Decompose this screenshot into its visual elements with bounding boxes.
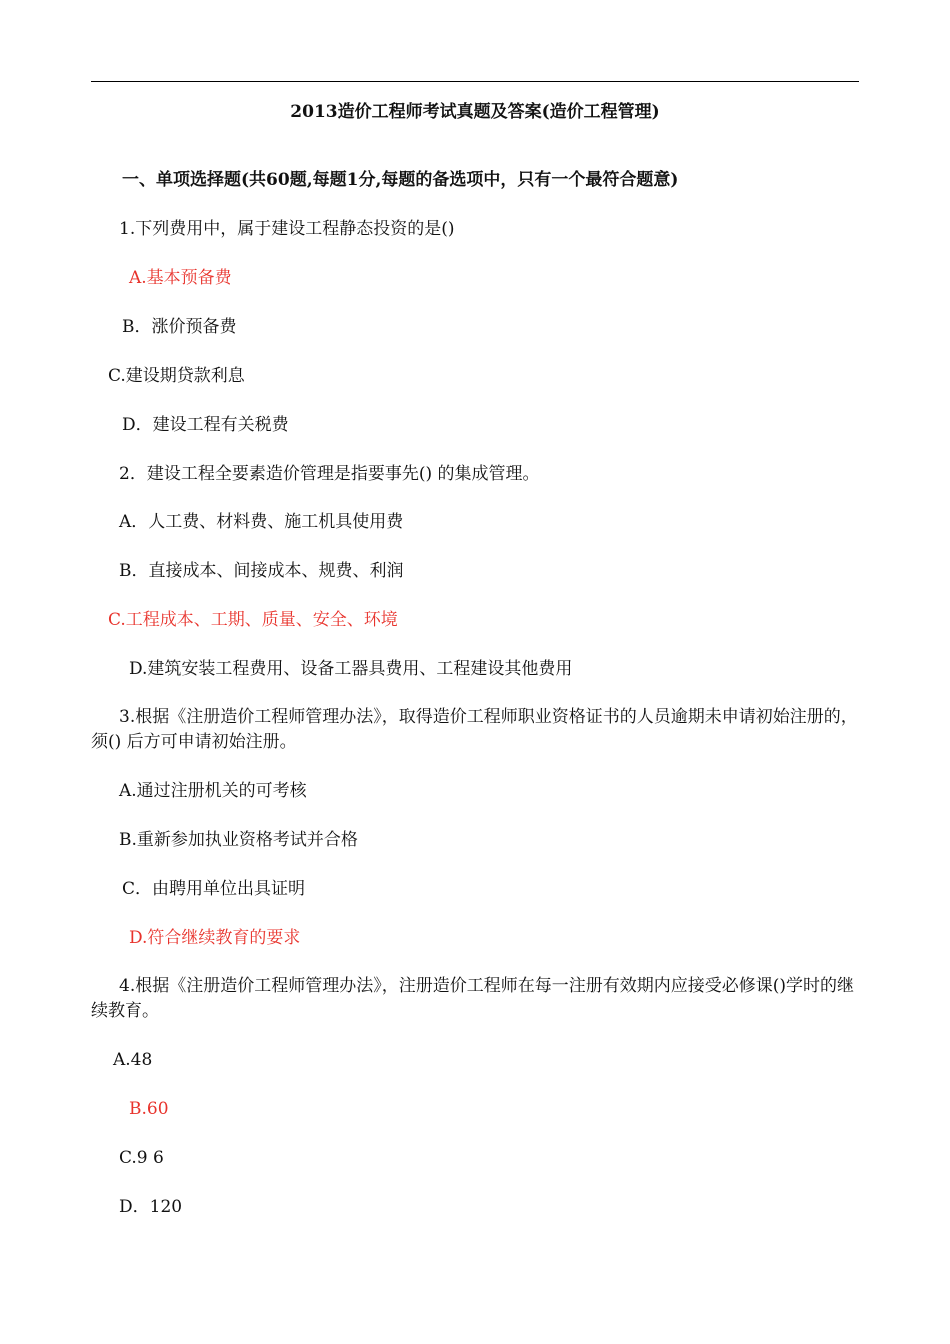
question-2-option-a: A．人工费、材料费、施工机具使用费	[119, 512, 404, 532]
question-2-option-c: C.工程成本、工期、质量、安全、环境	[108, 610, 398, 630]
question-2-option-d: D.建筑安装工程费用、设备工器具费用、工程建设其他费用	[129, 659, 573, 679]
question-1-option-a: A.基本预备费	[129, 268, 232, 288]
question-4-option-b: B.60	[129, 1099, 169, 1119]
question-2-option-b: B．直接成本、间接成本、规费、利润	[119, 561, 404, 581]
question-3-option-b: B.重新参加执业资格考试并合格	[119, 830, 358, 850]
question-3-option-a: A.通过注册机关的可考核	[119, 781, 307, 801]
question-1-option-d: D．建设工程有关税费	[122, 415, 289, 435]
question-4-stem: 4.根据《注册造价工程师管理办法》，注册造价工程师在每一注册有效期内应接受必修课()学时的继续教育。	[91, 976, 854, 1021]
question-3-stem: 3.根据《注册造价工程师管理办法》，取得造价工程师职业资格证书的人员逾期未申请初始注册的，须() 后方可申请初始注册。	[91, 707, 858, 752]
question-3-option-d: D.符合继续教育的要求	[129, 928, 301, 948]
question-2-stem: 2．建设工程全要素造价管理是指要事先() 的集成管理。	[119, 464, 540, 484]
question-1-stem: 1.下列费用中，属于建设工程静态投资的是()	[119, 219, 455, 239]
question-1-option-b: B．涨价预备费	[122, 317, 237, 337]
question-4-option-c: C.9 6	[119, 1148, 164, 1168]
header-rule	[91, 81, 859, 82]
document-title: 2013造价工程师考试真题及答案(造价工程管理)	[290, 102, 660, 122]
section-heading: 一、单项选择题(共60题,每题1分,每题的备选项中，只有一个最符合题意)	[122, 170, 679, 190]
question-4-option-d: D．120	[119, 1197, 183, 1217]
question-3-option-c: C．由聘用单位出具证明	[122, 879, 306, 899]
question-1-option-c: C.建设期贷款利息	[108, 366, 245, 386]
question-4-option-a: A.48	[113, 1050, 153, 1070]
